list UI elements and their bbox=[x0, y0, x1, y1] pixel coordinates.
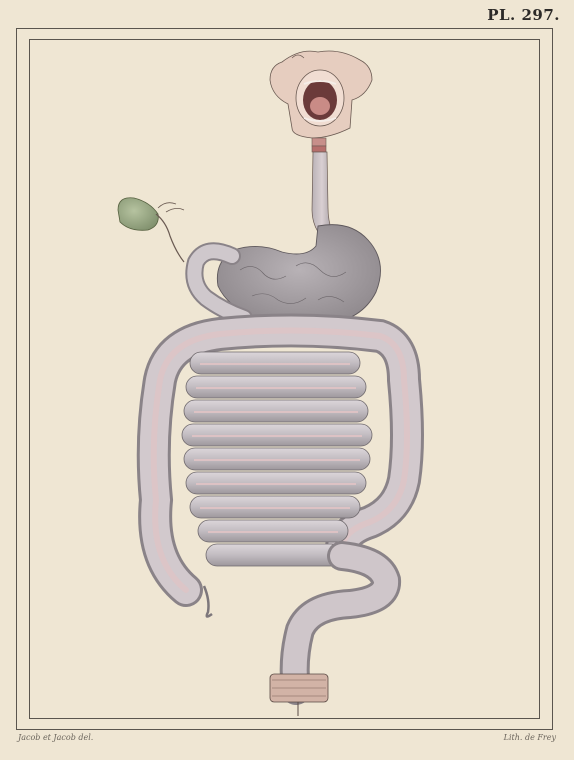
rectum bbox=[270, 556, 386, 716]
gallbladder bbox=[118, 198, 184, 262]
esophagus bbox=[312, 138, 332, 232]
small-intestine bbox=[182, 352, 372, 566]
lithographer-credit: Lith. de Frey bbox=[503, 733, 556, 742]
appendix bbox=[204, 586, 212, 617]
plate-number: PL. 297. bbox=[487, 6, 560, 24]
artist-credit: Jacob et Jacob del. bbox=[18, 733, 94, 742]
head-open-mouth bbox=[270, 51, 372, 138]
